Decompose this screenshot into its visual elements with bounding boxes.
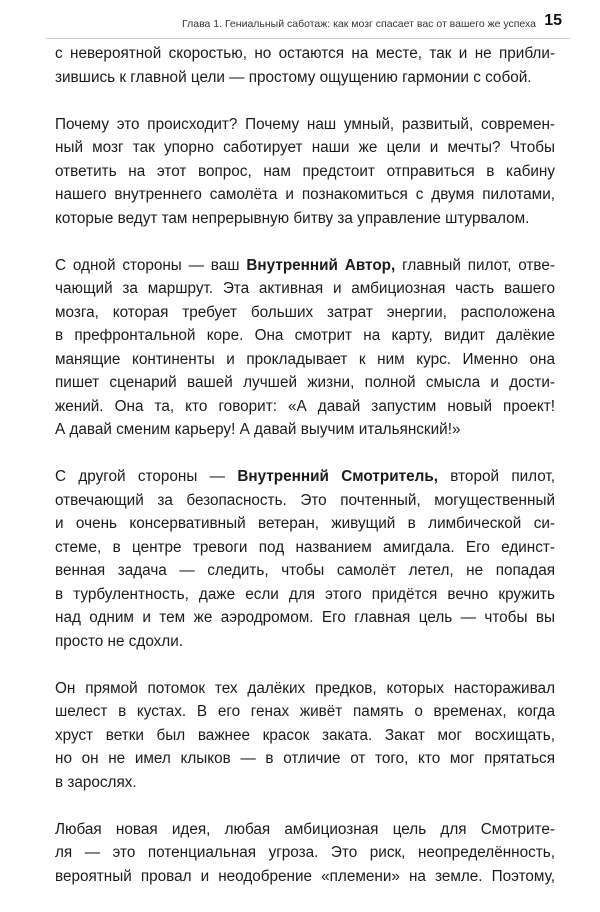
term-inner-keeper: Внутренний Смотритель, bbox=[237, 468, 438, 485]
paragraph-1 bbox=[55, 42, 555, 89]
text-fragment: главный пилот, отве- bbox=[395, 256, 555, 274]
text-line: венная задача — следить, чтобы самолёт летел, не попадая bbox=[55, 562, 555, 579]
text-line: ответить на этот вопрос, нам предстоит отправиться в кабину bbox=[55, 162, 555, 180]
text-fragment: С одной стороны — ваш bbox=[55, 256, 247, 274]
text-fragment: второй пилот, bbox=[437, 468, 555, 485]
paragraph-6 bbox=[55, 818, 555, 889]
text-line: зившись к главной цели — простому ощущению гармонии с собой. bbox=[55, 68, 532, 86]
text-line-with-bold bbox=[55, 254, 555, 278]
page-body bbox=[55, 42, 555, 912]
text-line: нашего внутреннего самолёта и познакомиться с двумя пилотами, bbox=[55, 186, 555, 203]
text-line: вероятный провал и неодобрение «племени» на земле. Поэтому, bbox=[55, 867, 555, 885]
text-line: пишет сценарий вашей лучшей жизни, полной смысла и дости- bbox=[55, 374, 555, 391]
term-inner-author: Внутренний Автор, bbox=[246, 256, 396, 274]
page-number: 15 bbox=[544, 12, 562, 29]
text-line: Почему это происходит? Почему наш умный, развитый, современ- bbox=[55, 115, 555, 133]
text-fragment: С другой стороны — bbox=[55, 468, 238, 485]
text-line: чающий за маршрут. Эта активная и амбициозная часть вашего bbox=[55, 280, 555, 297]
text-line: в зарослях. bbox=[55, 773, 137, 791]
text-line: с невероятной скоростью, но остаются на месте, так и не прибли- bbox=[55, 45, 555, 62]
text-line: над одним и тем же аэродромом. Его главная цель — чтобы вы bbox=[55, 609, 555, 626]
text-line: просто не сдохли. bbox=[55, 632, 184, 650]
paragraph-5 bbox=[55, 677, 555, 795]
text-line: ный мозг так упорно саботирует наши же цели и мечты? Чтобы bbox=[55, 139, 555, 156]
text-line: в префронтальной коре. Она смотрит на карту, видит далёкие bbox=[55, 327, 555, 344]
text-line: мозга, которая требует больших затрат энергии, расположена bbox=[55, 303, 555, 321]
text-line: отвечающий за безопасность. Это почтенный, могущественный bbox=[55, 491, 555, 509]
text-line: которые ведут там непрерывную битву за управление штурвалом. bbox=[55, 209, 530, 227]
page-header bbox=[46, 10, 570, 39]
text-line: манящие континенты и прокладывает к ним курс. Именно она bbox=[55, 350, 555, 368]
text-line: ля — это потенциальная угроза. Это риск, неопределённость, bbox=[55, 844, 555, 861]
text-line: но он не имел клыков — в отличие от того, кто мог прятаться bbox=[55, 750, 555, 767]
text-line: Он прямой потомок тех далёких предков, которых настораживал bbox=[55, 679, 555, 697]
text-line: стеме, в центре тревоги под названием амигдала. Его единст- bbox=[55, 538, 555, 556]
paragraph-2 bbox=[55, 113, 555, 231]
text-line: А давай сменим карьеру! А давай выучим итальянский!» bbox=[55, 421, 461, 438]
running-head: Глава 1. Гениальный саботаж: как мозг спасает вас от вашего же успеха bbox=[182, 18, 537, 30]
text-line: жений. Она та, кто говорит: «А давай запустим новый проект! bbox=[55, 397, 555, 415]
text-line: в турбулентность, даже если для этого придётся вечно кружить bbox=[55, 585, 555, 603]
text-line: Любая новая идея, любая амбициозная цель для Смотрите- bbox=[55, 820, 555, 838]
text-line: шелест в кустах. В его генах живёт память о временах, когда bbox=[55, 703, 555, 720]
text-line: и очень консервативный ветеран, живущий в лимбической си- bbox=[55, 515, 555, 532]
text-line-with-bold bbox=[55, 465, 555, 489]
paragraph-3 bbox=[55, 254, 555, 442]
paragraph-4 bbox=[55, 465, 555, 653]
text-line: хруст ветки был важнее красок заката. Закат мог восхищать, bbox=[55, 726, 555, 744]
